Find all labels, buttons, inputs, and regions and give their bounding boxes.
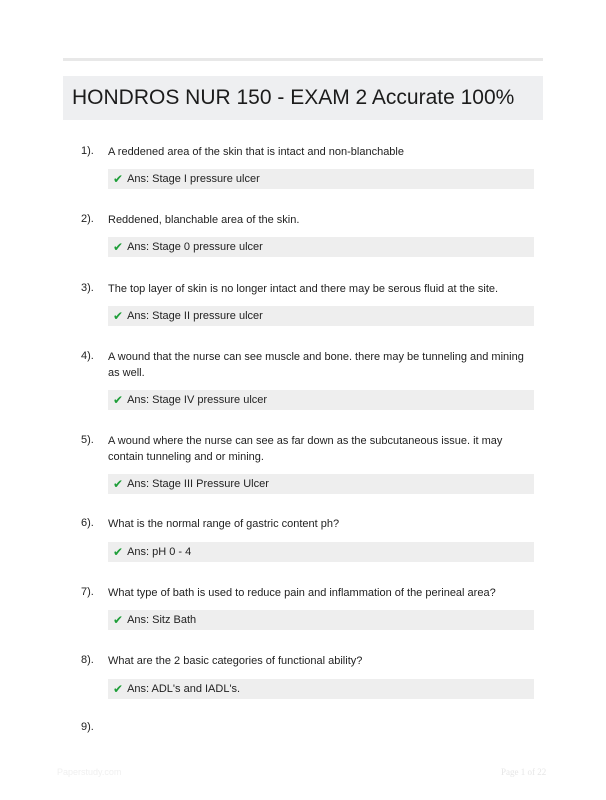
answer-box	[108, 610, 534, 630]
answer-text: Ans: pH 0 - 4	[127, 546, 192, 558]
footer-source: Paperstudy.com	[57, 767, 122, 777]
answer-text: Ans: Stage 0 pressure ulcer	[127, 241, 263, 253]
check-icon: ✔	[113, 613, 124, 627]
check-icon: ✔	[113, 477, 124, 491]
question-number: 7).	[81, 586, 94, 598]
check-icon: ✔	[113, 682, 124, 696]
check-icon: ✔	[113, 172, 124, 186]
answer-text: Ans: ADL's and IADL's.	[127, 683, 241, 695]
answer-text: Ans: Stage II pressure ulcer	[127, 310, 263, 322]
check-icon: ✔	[113, 393, 124, 407]
answer-text: Ans: Stage I pressure ulcer	[127, 173, 260, 185]
question-number: 6).	[81, 517, 94, 529]
question-text: What is the normal range of gastric content ph?	[108, 518, 340, 530]
question-number: 4).	[81, 350, 94, 362]
answer-text: Ans: Stage IV pressure ulcer	[127, 394, 268, 406]
answer-box	[108, 237, 534, 257]
question-text: What type of bath is used to reduce pain and inflammation of the perineal area?	[108, 587, 496, 599]
question-number: 9).	[81, 721, 94, 733]
check-icon: ✔	[113, 309, 124, 323]
question-text: A reddened area of the skin that is intact and non-blanchable	[108, 146, 404, 158]
question-number: 1).	[81, 145, 94, 157]
page-title: HONDROS NUR 150 - EXAM 2 Accurate 100%	[72, 86, 515, 109]
question-text: A wound that the nurse can see muscle and bone. there may be tunneling and mining as well.	[108, 351, 524, 379]
check-icon: ✔	[113, 240, 124, 254]
question-text: The top layer of skin is no longer intact and there may be serous fluid at the site.	[108, 283, 499, 295]
answer-text: Ans: Stage III Pressure Ulcer	[127, 478, 269, 490]
answer-box	[108, 169, 534, 189]
answer-box	[108, 474, 534, 494]
answer-text: Ans: Sitz Bath	[127, 614, 197, 626]
answer-box	[108, 679, 534, 699]
question-number: 3).	[81, 282, 94, 294]
question-number: 2).	[81, 213, 94, 225]
question-text: Reddened, blanchable area of the skin.	[108, 214, 300, 226]
question-number: 5).	[81, 434, 94, 446]
check-icon: ✔	[113, 545, 124, 559]
question-number: 8).	[81, 654, 94, 666]
footer-page-number: Page 1 of 22	[501, 767, 547, 777]
answer-box	[108, 390, 534, 410]
answer-box	[108, 306, 534, 326]
question-text: A wound where the nurse can see as far down as the subcutaneous issue. it may contain tunneling and or mining.	[108, 435, 503, 463]
answer-box	[108, 542, 534, 562]
question-text: What are the 2 basic categories of functional ability?	[108, 655, 363, 667]
